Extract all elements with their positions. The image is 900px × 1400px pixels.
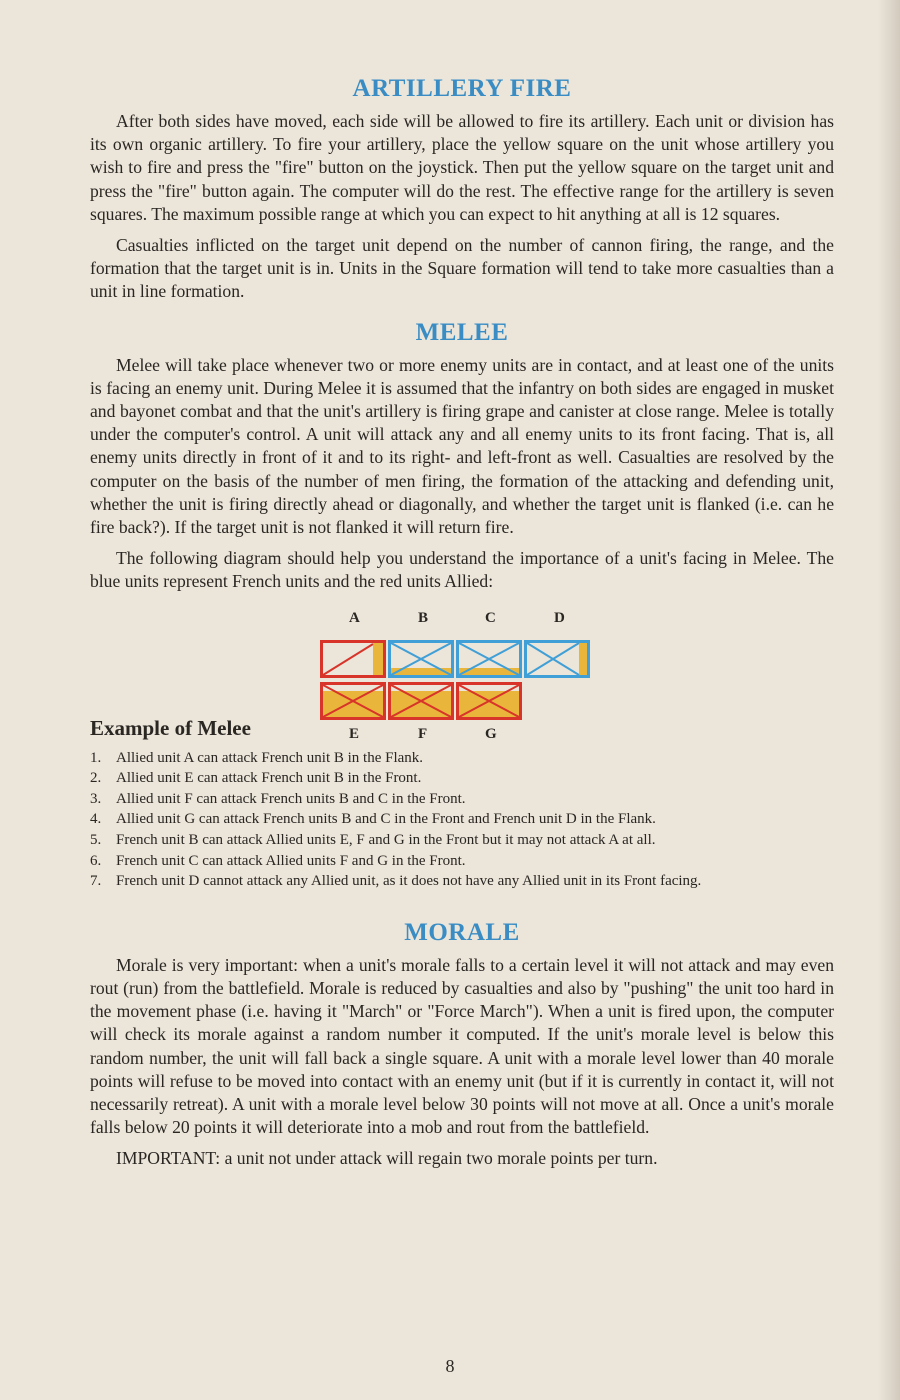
list-item: 4. Allied unit G can attack French units B and C in the Front and French unit D in the Flank.: [90, 811, 656, 828]
morale-paragraph-2: IMPORTANT: a unit not under attack will regain two morale points per turn.: [116, 1148, 658, 1169]
list-item: 5. French unit B can attack Allied units E, F and G in the Front but it may not attack A at all.: [90, 832, 656, 849]
page-content: [90, 74, 834, 1171]
unit-f-allied: [388, 682, 454, 720]
unit-c-french: [456, 640, 522, 678]
example-title: Example of Melee: [90, 715, 251, 740]
diagram-label-e: E: [349, 725, 360, 742]
section-title-morale: MORALE: [404, 918, 520, 946]
melee-paragraph-2: The following diagram should help you understand the importance of a unit's facing in Melee. The blue units represent French units and the red units Allied:: [90, 548, 834, 592]
section-title-melee: MELEE: [415, 318, 509, 346]
diagram-label-g: G: [485, 725, 497, 742]
section-title-artillery-fire: ARTILLERY FIRE: [352, 75, 572, 102]
melee-diagram: [90, 600, 834, 742]
list-item: 7. French unit D cannot attack any Allied unit, as it does not have any Allied unit in its Front facing.: [90, 873, 702, 890]
artillery-paragraph-2: Casualties inflicted on the target unit depend on the number of cannon firing, the range, and the formation that the target unit is in. Units in the Square formation will tend to take more casualties than a unit in line formation.: [90, 235, 834, 302]
diagram-label-b: B: [418, 609, 429, 626]
morale-paragraph-1: Morale is very important: when a unit's morale falls to a certain level it will not attack and may even rout (run) from the battlefield. Morale is reduced by casualties and also by "pushing" the unit too hard in the movement phase (i.e. having it "March" or "Force March"). When a unit is fired upon, the computer will check its morale against a random number it computed. If the unit's morale level is below this random number, the unit will fall back a single square. A unit with a morale level lower than 40 morale points will refuse to be moved into contact with an enemy unit (but if it is currently in contact it, will not necessarily retreat). A unit with a morale level below 30 points will not move at all. Once a unit's morale falls below 20 points it will deteriorate into a mob and rout from the battlefield.: [90, 954, 834, 1138]
unit-d-french: [524, 640, 590, 678]
unit-e-allied: [320, 682, 386, 720]
diagram-label-d: D: [554, 609, 565, 626]
list-item: 1. Allied unit A can attack French unit B in the Flank.: [90, 749, 424, 766]
diagram-label-f: F: [418, 725, 428, 742]
page-edge-shadow: [878, 0, 900, 1400]
melee-paragraph-1: Melee will take place whenever two or more enemy units are in contact, and at least one of the units is facing an enemy unit. During Melee it is assumed that the infantry on both sides are engaged in musket and bayonet combat and that the unit's artillery is firing grape and canister at close range. Melee is totally under the computer's control. A unit will attack any and all enemy units to its front facing. That is, all enemy units directly in front of it and to its right- and left-front as well. Casualties are resolved by the computer on the basis of the number of men firing, the formation of the attacking and defending unit, whether the unit is firing directly ahead or diagonally, and whether the target unit is flanked (i.e. can he fire back?). If the target unit is not flanked it will return fire.: [90, 354, 834, 538]
list-item: 2. Allied unit E can attack French unit B in the Front.: [90, 770, 422, 787]
list-item: 6. French unit C can attack Allied units F and G in the Front.: [90, 852, 466, 869]
page-number: 8: [445, 1356, 455, 1376]
artillery-paragraph-1: After both sides have moved, each side will be allowed to fire its artillery. Each unit or division has its own organic artillery. To fire your artillery, place the yellow square on the unit whose artillery you wish to fire and press the "fire" button on the joystick. Then put the yellow square on the target unit and press the "fire" button again. The computer will do the rest. The effective range for the artillery is seven squares. The maximum possible range at which you can expect to hit anything at all is 12 squares.: [90, 111, 834, 224]
unit-g-allied: [456, 682, 522, 720]
diagram-label-a: A: [349, 609, 360, 626]
unit-a-allied: [320, 640, 386, 678]
list-item: 3. Allied unit F can attack French units B and C in the Front.: [90, 790, 466, 807]
diagram-label-c: C: [485, 609, 496, 626]
unit-b-french: [388, 640, 454, 678]
example-list: [90, 748, 834, 892]
